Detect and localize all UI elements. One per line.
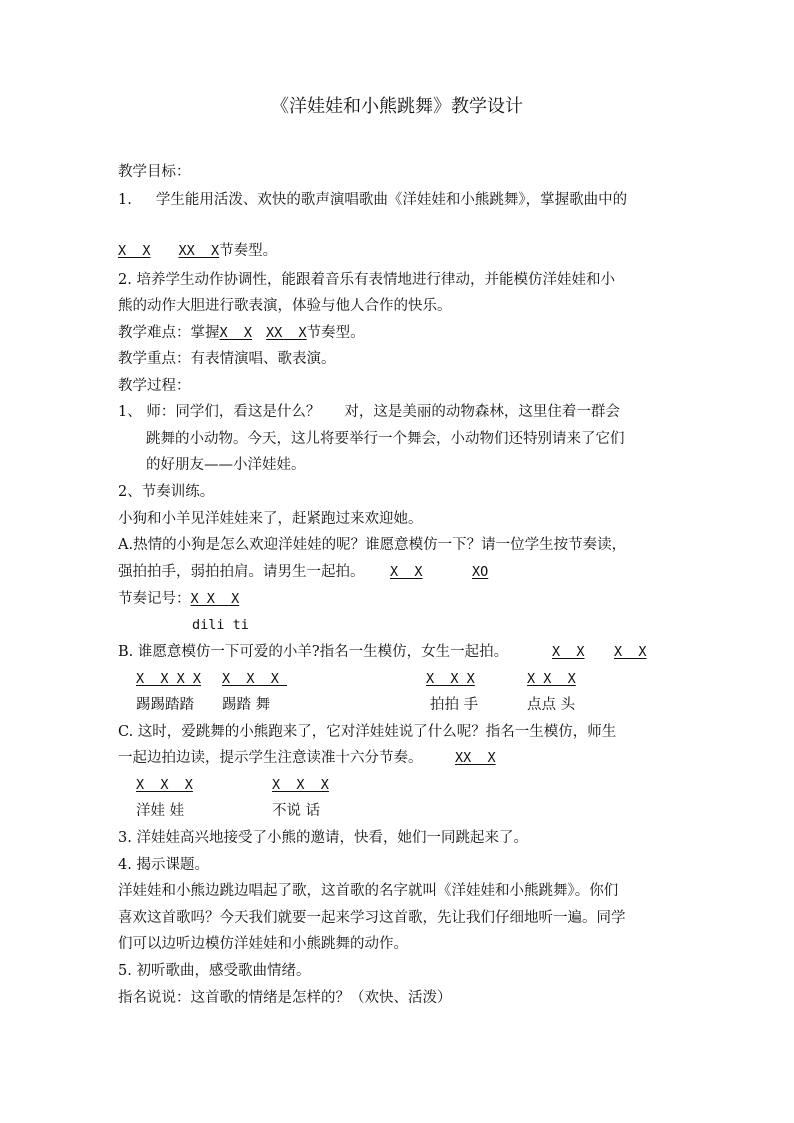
- notation-rhythm: X X X: [190, 591, 240, 607]
- step-2-a-line-2: 强拍拍手，弱拍拍肩。请男生一起拍。: [118, 564, 365, 580]
- step-5-heading: 5. 初听歌曲，感受歌曲情绪。: [118, 963, 311, 979]
- step-4-heading: 4. 揭示课题。: [118, 857, 209, 873]
- process-heading: 教学过程：: [118, 378, 191, 394]
- step-1-line-3: 的好朋友——小洋娃娃。: [146, 457, 306, 473]
- c-words-1: 洋娃 娃: [136, 803, 185, 819]
- b-rhythm-3: X X X: [426, 671, 475, 687]
- step-5-line-1: 指名说说：这首歌的情绪是怎样的？（欢快、活泼）: [118, 990, 452, 1006]
- notation-line: [118, 589, 239, 609]
- step-2-b-line-1: B. 谁愿意模仿一下可爱的小羊?指名一生模仿，女生一起拍。: [118, 644, 509, 660]
- b-rhythm-1: X X X X: [136, 671, 202, 687]
- difficulty-suffix: 节奏型。: [306, 325, 365, 341]
- b-words-3: 拍拍 手: [430, 697, 479, 713]
- goal-1-number: 1.: [118, 192, 132, 208]
- goal-2-line-2: 熊的动作大胆进行歌表演，体验与他人合作的快乐。: [118, 298, 452, 314]
- goal-1-text: 学生能用活泼、欢快的歌声演唱歌曲《洋娃娃和小熊跳舞》，掌握歌曲中的: [155, 192, 628, 208]
- goals-heading: 教学目标：: [118, 164, 191, 180]
- goal-2-line-1: 2. 培养学生动作协调性，能跟着音乐有表情地进行律动，并能模仿洋娃娃和小: [118, 272, 615, 288]
- step-2-a-rhythm-b: XO: [472, 564, 489, 580]
- step-2-c-rhythm: XX X: [455, 750, 496, 766]
- rhythm-xx-x: XX X: [178, 243, 220, 259]
- document-title: 《洋娃娃和小熊跳舞》教学设计: [271, 96, 523, 117]
- difficulty-line: [118, 323, 365, 343]
- step-1-question: 1、 师：同学们，看这是什么？: [118, 404, 321, 420]
- c-rhythm-1: X X X: [136, 777, 193, 793]
- step-1-answer: 对，这是美丽的动物森林，这里住着一群会: [344, 404, 620, 420]
- rhythm-x-x: X X: [118, 243, 151, 259]
- key-point: 教学重点：有表情演唱、歌表演。: [118, 351, 336, 367]
- step-4-line-1: 洋娃娃和小熊边跳边唱起了歌，这首歌的名字就叫《洋娃娃和小熊跳舞》。你们: [118, 883, 619, 899]
- b-rhythm-2: X X X: [222, 671, 288, 687]
- goal-1: [118, 190, 627, 210]
- goal-1-rhythm: [118, 241, 277, 261]
- step-2-b-rhythm-a: X X: [552, 644, 585, 660]
- step-4-line-2: 喜欢这首歌吗？今天我们就要一起来学习这首歌，先让我们仔细地听一遍。同学: [118, 910, 626, 926]
- c-words-2: 不说 话: [272, 803, 321, 819]
- step-4-line-3: 们可以边听边模仿洋娃娃和小熊跳舞的动作。: [118, 936, 408, 952]
- notation-prefix: 节奏记号：: [118, 591, 191, 607]
- rhythm-suffix: 节奏型。: [219, 243, 278, 259]
- step-2-b-rhythm-b: X X: [614, 644, 647, 660]
- difficulty-rhythm-b: XX X: [266, 325, 307, 341]
- step-2-heading: 2、节奏训练。: [118, 484, 215, 500]
- step-2-c-line-2: 一起边拍边读，提示学生注意读准十六分节奏。: [118, 750, 423, 766]
- step-2-c-line-1: C. 这时，爱跳舞的小熊跑来了，它对洋娃娃说了什么呢？指名一生模仿，师生: [118, 724, 617, 740]
- step-3: 3. 洋娃娃高兴地接受了小熊的邀请，快看，她们一同跳起来了。: [118, 830, 528, 846]
- c-rhythm-2: X X X: [272, 777, 329, 793]
- b-words-1: 踢踢踏踏: [136, 697, 194, 713]
- step-1-line-1: [118, 402, 620, 422]
- b-rhythm-4: X X X: [527, 671, 576, 687]
- b-words-4: 点点 头: [527, 697, 576, 713]
- step-2-a-rhythm-a: X X: [390, 564, 423, 580]
- step-2-intro: 小狗和小羊见洋娃娃来了，赶紧跑过来欢迎她。: [118, 511, 423, 527]
- difficulty-rhythm-a: X X: [219, 325, 253, 341]
- step-1-line-2: 跳舞的小动物。今天，这儿将要举行一个舞会，小动物们还特别请来了它们: [146, 431, 625, 447]
- notation-syllables: dili ti: [192, 617, 249, 633]
- b-words-2: 踢踏 舞: [222, 697, 271, 713]
- difficulty-prefix: 教学难点：掌握: [118, 325, 220, 341]
- step-2-a-line-1: A.热情的小狗是怎么欢迎洋娃娃的呢？谁愿意模仿一下？请一位学生按节奏读，: [118, 537, 627, 553]
